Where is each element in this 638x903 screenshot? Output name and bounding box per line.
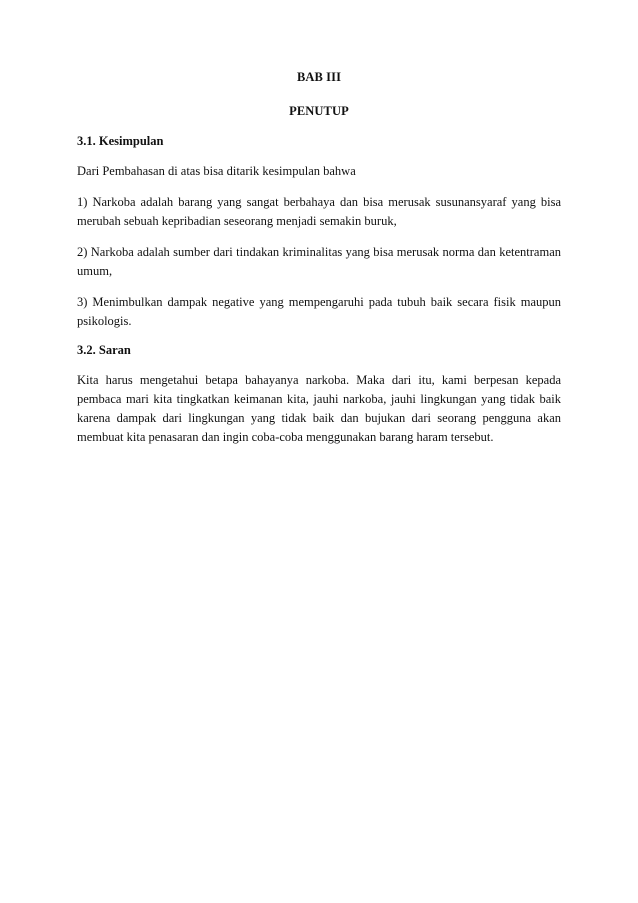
paragraph-point-2: 2) Narkoba adalah sumber dari tindakan kriminalitas yang bisa merusak norma dan ketentraman umum, <box>77 245 561 278</box>
document-body <box>77 133 561 447</box>
chapter-title: PENUTUP <box>289 104 349 118</box>
paragraph-intro: Dari Pembahasan di atas bisa ditarik kesimpulan bahwa <box>77 164 356 178</box>
paragraph-saran: Kita harus mengetahui betapa bahayanya narkoba. Maka dari itu, kami berpesan kepada pembaca mari kita tingkatkan keimanan kita, jauhi narkoba, jauhi lingkungan yang tidak baik karena dampak dari lingkungan yang tidak baik dan bujukan dari seorang pengguna akan membuat kita penasaran dan ingin coba-coba menggunakan barang haram tersebut. <box>77 373 561 444</box>
section-heading-kesimpulan: 3.1. Kesimpulan <box>77 134 164 148</box>
chapter-number: BAB III <box>296 70 342 84</box>
section-heading-saran: 3.2. Saran <box>77 343 131 357</box>
paragraph-point-1: 1) Narkoba adalah barang yang sangat berbahaya dan bisa merusak susunansyaraf yang bisa merubah sebuah kepribadian seseorang menjadi semakin buruk, <box>77 195 561 228</box>
paragraph-point-3: 3) Menimbulkan dampak negative yang mempengaruhi pada tubuh baik secara fisik maupun psikologis. <box>77 295 561 328</box>
